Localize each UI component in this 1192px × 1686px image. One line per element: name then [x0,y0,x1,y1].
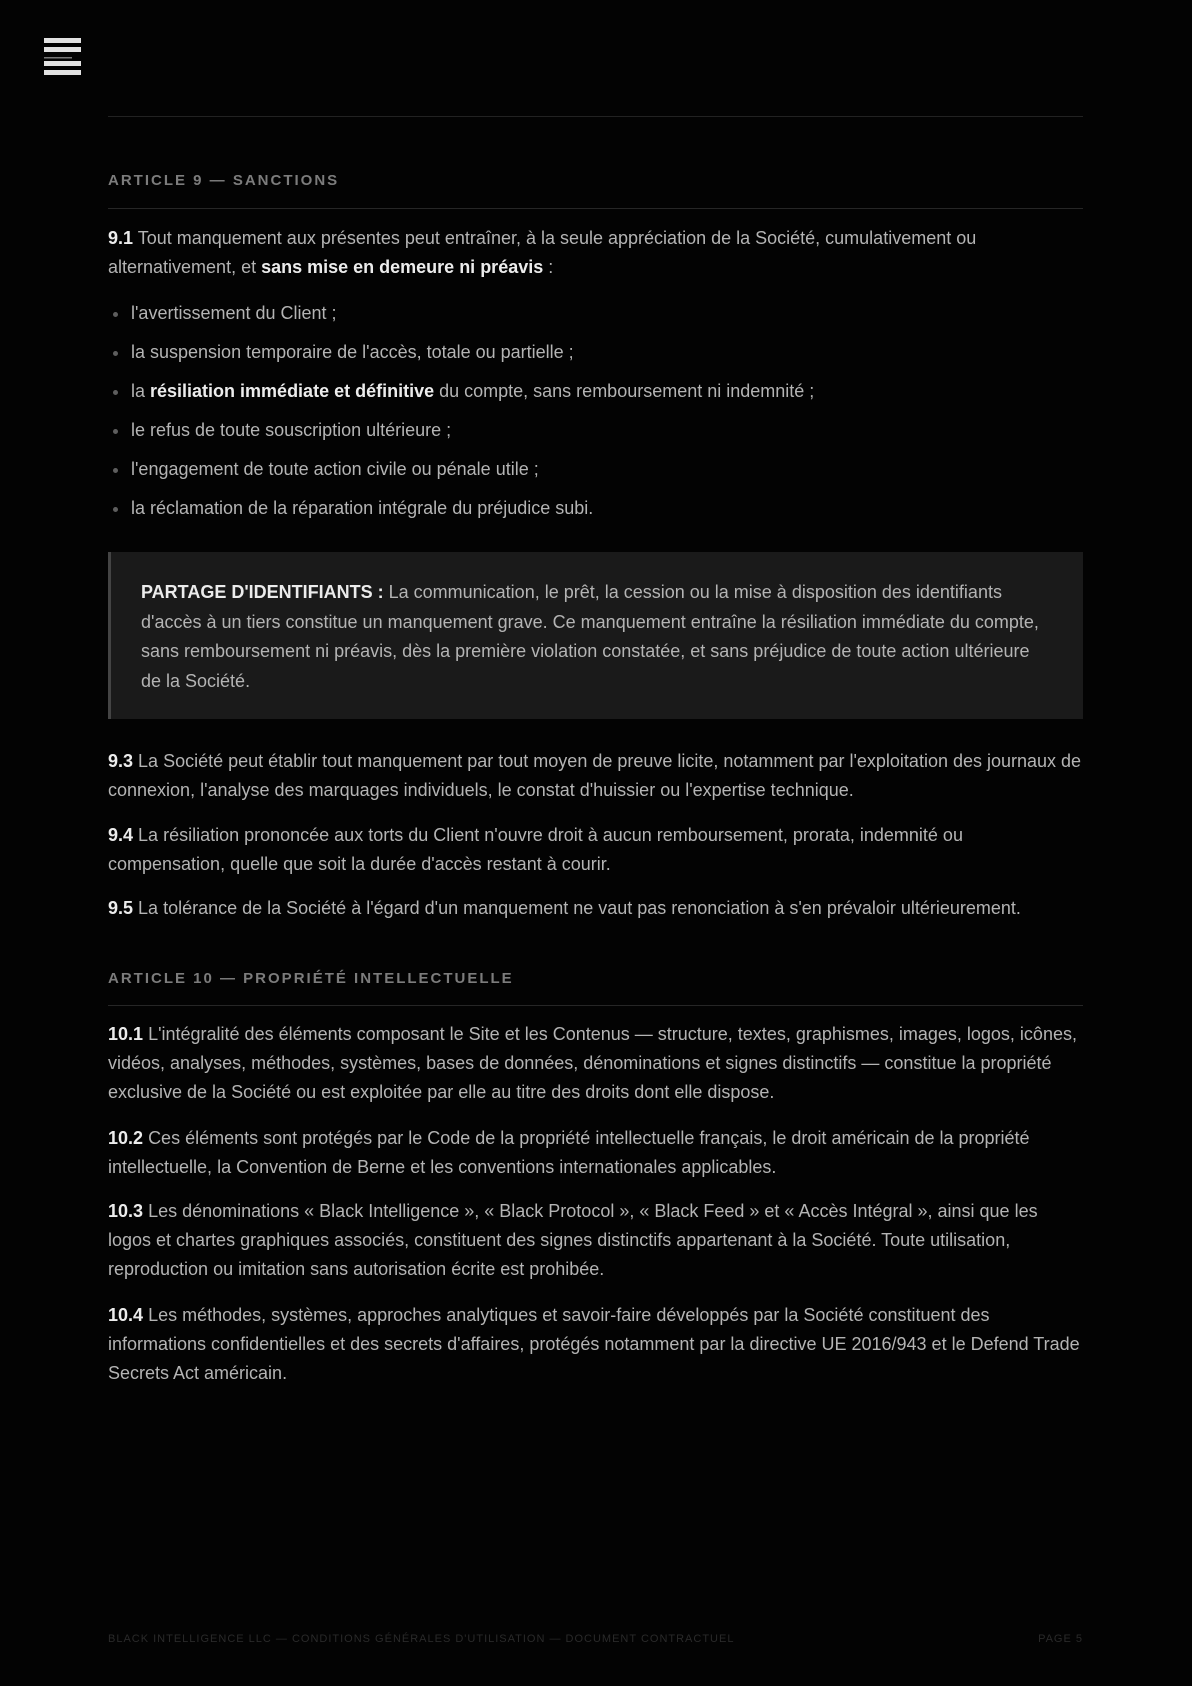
bullet-icon [113,312,118,317]
list-item [108,338,1083,377]
callout-body: La communication, le prêt, la cession ou la mise à disposition des identifiants d'accès à un tiers constitue un manquement grave. Ce manquement entraîne la résiliation immédiate du compte, sans remboursement ni préavis, dès la première violation constatée, et sans préjudice de toute action ultérieure de la Société. [141,582,1039,691]
menu-button[interactable] [44,38,82,76]
list-item [108,416,1083,455]
list-item-text: l'avertissement du Client ; [131,303,337,323]
clause-10-3 [108,1197,1083,1284]
footer-page-number: PAGE 5 [1038,1633,1083,1645]
list-item [108,299,1083,338]
hamburger-icon [44,38,82,76]
clause-9-3 [108,747,1083,805]
clause-text: La tolérance de la Société à l'égard d'un manquement ne vaut pas renonciation à s'en prévaloir ultérieurement. [138,898,1021,918]
article-10-heading: ARTICLE 10 — PROPRIÉTÉ INTELLECTUELLE [108,970,514,987]
clause-text: L'intégralité des éléments composant le Site et les Contenus — structure, textes, graphismes, images, logos, icônes, vidéos, analyses, méthodes, systèmes, bases de données, dénominations et signes distinctifs — constitue la propriété exclusive de la Société ou est exploitée par elle au titre des droits dont elle dispose. [108,1024,1077,1102]
clause-text: La résiliation prononcée aux torts du Client n'ouvre droit à aucun remboursement, prorata, indemnité ou compensation, quelle que soit la durée d'accès restant à courir. [108,825,963,874]
sanctions-list [108,299,1083,533]
clause-text: : [543,257,554,277]
footer-document-title: BLACK INTELLIGENCE LLC — CONDITIONS GÉNÉRALES D'UTILISATION — DOCUMENT CONTRACTUEL [108,1633,735,1645]
clause-text: Les méthodes, systèmes, approches analytiques et savoir-faire développés par la Société constituent des informations confidentielles et des secrets d'affaires, protégés notamment par la directive UE 2016/943 et le Defend Trade Secrets Act américain. [108,1305,1080,1383]
clause-10-4 [108,1301,1083,1388]
bullet-icon [113,351,118,356]
list-item-text: l'engagement de toute action civile ou pénale utile ; [131,459,539,479]
bullet-icon [113,507,118,512]
callout-text [141,578,1053,696]
credential-sharing-callout [108,552,1083,719]
bullet-icon [113,429,118,434]
bullet-icon [113,468,118,473]
article-9-heading: ARTICLE 9 — SANCTIONS [108,172,340,189]
list-item-text: la [131,381,151,401]
clause-10-1 [108,1020,1083,1107]
clause-number: 9.5 [108,898,134,918]
list-item [108,377,1083,416]
article-10-divider [108,1005,1083,1006]
clause-text: Ces éléments sont protégés par le Code de la propriété intellectuelle français, le droit américain de la propriété intellectuelle, la Convention de Berne et les conventions internationales applicables. [108,1128,1030,1177]
top-divider [108,116,1083,117]
clause-text: La Société peut établir tout manquement par tout moyen de preuve licite, notamment par l'exploitation des journaux de connexion, l'analyse des marquages individuels, le constat d'huissier ou l'expertise technique. [108,751,1082,800]
clause-number: 9.3 [108,751,134,771]
clause-9-4 [108,821,1083,879]
list-item [108,494,1083,533]
clause-number: 9.1 [108,228,134,248]
list-item-emphasis: résiliation immédiate et définitive [150,381,435,401]
list-item-text: la suspension temporaire de l'accès, totale ou partielle ; [131,342,574,362]
list-item-text: le refus de toute souscription ultérieure ; [131,420,452,440]
bullet-icon [113,390,118,395]
clause-9-1 [108,224,1083,282]
clause-number: 10.2 [108,1128,144,1148]
clause-9-5 [108,894,1083,923]
list-item-text: la réclamation de la réparation intégrale du préjudice subi. [131,498,594,518]
clause-number: 10.4 [108,1305,144,1325]
clause-10-2 [108,1124,1083,1182]
list-item-text: du compte, sans remboursement ni indemnité ; [434,381,815,401]
list-item [108,455,1083,494]
clause-emphasis: sans mise en demeure ni préavis [261,257,544,277]
clause-number: 10.3 [108,1201,144,1221]
clause-text: Les dénominations « Black Intelligence », « Black Protocol », « Black Feed » et « Accès Intégral », ainsi que les logos et chartes graphiques associés, constituent des signes distinctifs appartenant à la Société. Toute utilisation, reproduction ou imitation sans autorisation écrite est prohibée. [108,1201,1038,1279]
article-9-divider [108,208,1083,209]
clause-text: Tout manquement aux présentes peut entraîner, à la seule appréciation de la Société, cumulativement ou alternativement, et [108,228,977,277]
clause-number: 9.4 [108,825,134,845]
callout-label: PARTAGE D'IDENTIFIANTS : [141,582,384,602]
clause-number: 10.1 [108,1024,144,1044]
